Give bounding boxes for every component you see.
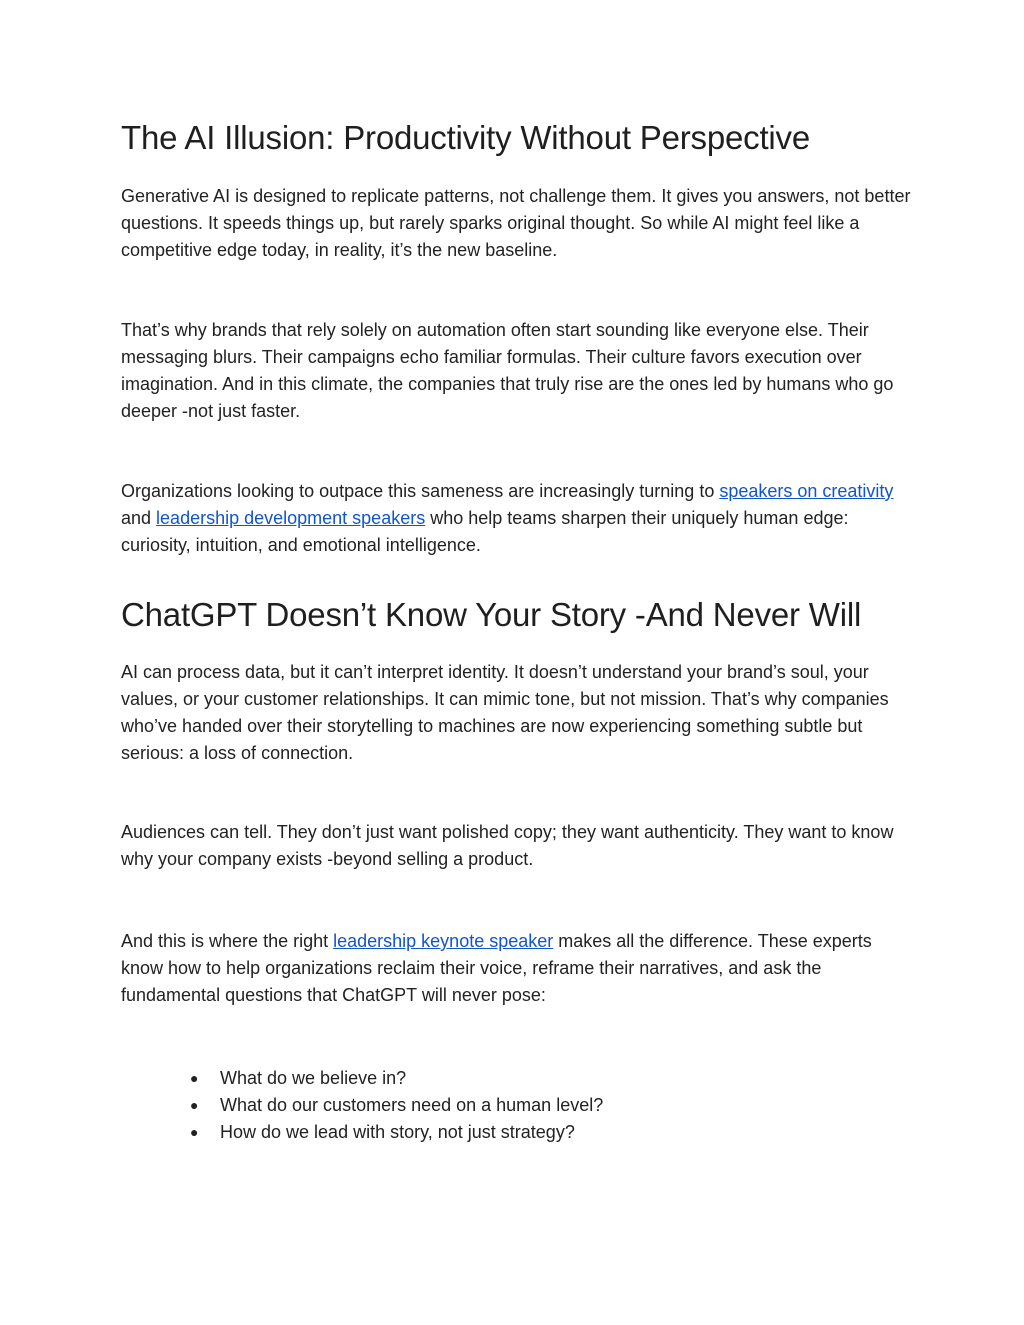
section-heading-chatgpt-story: ChatGPT Doesn’t Know Your Story -And Never Will — [121, 596, 862, 633]
paragraph-ai-identity: AI can process data, but it can’t interpret identity. It doesn’t understand your brand’s soul, your values, or your customer relationships. It can mimic tone, but not mission. That’s why companies who’ve handed over their storytelling to machines are now experiencing something subtle but serious: a loss of connection. — [121, 662, 889, 763]
section-heading-ai-illusion: The AI Illusion: Productivity Without Perspective — [121, 119, 811, 156]
list-item-text: What do our customers need on a human level? — [220, 1095, 604, 1115]
list-item — [187, 1119, 787, 1146]
paragraph-generative-ai: Generative AI is designed to replicate patterns, not challenge them. It gives you answers, not better questions. It speeds things up, but rarely sparks original thought. So while AI might feel like a competitive edge today, in reality, it’s the new baseline. — [121, 186, 911, 260]
list-item — [187, 1092, 787, 1119]
paragraph-text: And this is where the right — [121, 931, 334, 951]
paragraph-text: makes all the difference. These experts know how to help organizations reclaim their voice, reframe their narratives, and ask the fundamental questions that ChatGPT will never pose: — [121, 931, 872, 1005]
paragraph-keynote-speaker — [121, 928, 911, 1009]
paragraph-text: who help teams sharpen their uniquely human edge: curiosity, intuition, and emotional intelligence. — [121, 508, 849, 555]
paragraph-text: and — [121, 508, 157, 528]
list-item — [187, 1065, 787, 1092]
paragraph-audiences: Audiences can tell. They don’t just want polished copy; they want authenticity. They want to know why your company exists -beyond selling a product. — [121, 822, 894, 869]
bullet-icon: ● — [190, 1070, 199, 1086]
link-speakers-on-creativity[interactable]: speakers on creativity — [719, 481, 894, 501]
bullet-icon: ● — [190, 1124, 199, 1140]
bullet-icon: ● — [190, 1097, 199, 1113]
link-leadership-keynote-speaker[interactable]: leadership keynote speaker — [333, 931, 554, 951]
list-item-text: How do we lead with story, not just strategy? — [220, 1122, 575, 1142]
list-item-text: What do we believe in? — [220, 1068, 407, 1088]
paragraph-text: Organizations looking to outpace this sameness are increasingly turning to — [121, 481, 720, 501]
link-leadership-development-speakers[interactable]: leadership development speakers — [156, 508, 426, 528]
paragraph-automation-brands: That’s why brands that rely solely on automation often start sounding like everyone else. Their messaging blurs. Their campaigns echo familiar formulas. Their culture favors execution over imagination. And in this climate, the companies that truly rise are the ones led by humans who go deeper -not just faster. — [121, 320, 894, 421]
question-list — [187, 1065, 787, 1146]
paragraph-organizations — [121, 478, 911, 559]
